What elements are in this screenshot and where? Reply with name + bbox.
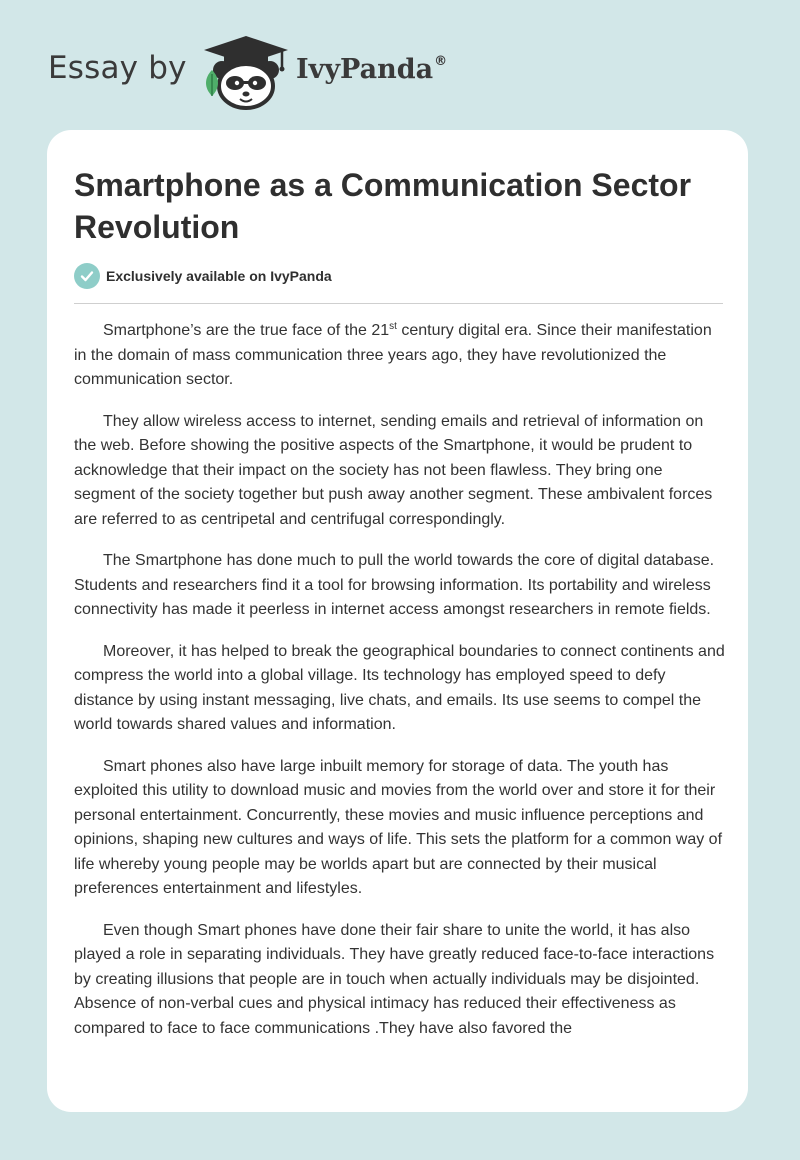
essay-title: Smartphone as a Communication Sector Revolution bbox=[74, 167, 692, 245]
panda-logo-icon[interactable] bbox=[198, 34, 294, 110]
paragraph: They allow wireless access to internet, sending emails and retrieval of information on the web. Before showing the positive aspects of the Smartphone, it would be prudent to acknowledge that their impact on the society has not been flawless. They bring one segment of the society together but push away another segment. These ambivalent forces are referred to as centripetal and centrifugal correspondingly. bbox=[74, 412, 713, 528]
brand-name[interactable] bbox=[296, 54, 447, 85]
site-header bbox=[0, 0, 800, 130]
paragraph: The Smartphone has done much to pull the world towards the core of digital database. Students and researchers find it a tool for browsing information. Its portability and wireless connectivity has made it peerless in internet access amongst researchers in remote fields. bbox=[74, 552, 715, 618]
essay-card bbox=[47, 130, 748, 1112]
checkmark-icon bbox=[74, 263, 100, 289]
paragraph: Even though Smart phones have done their fair share to unite the world, it has also played a role in separating individuals. They have greatly reduced face-to-face interactions by creating illusions that people are in touch when actually individuals may be disjointed. Absence of non-verbal cues and physical intimacy has reduced their effectiveness as compared to face to face communications .They have also favored the bbox=[74, 921, 715, 1037]
exclusive-badge bbox=[74, 263, 332, 289]
ordinal-suffix: st bbox=[389, 321, 397, 332]
essay-body bbox=[74, 319, 726, 1058]
paragraph-text: century digital era. Since their manifestation in the domain of mass communication three years ago, they have revolutionized the communication sector. bbox=[74, 322, 712, 388]
brand-text: IvyPanda bbox=[296, 54, 434, 85]
paragraph: Moreover, it has helped to break the geographical boundaries to connect continents and compress the world into a global village. Its technology has employed speed to defy distance by using instant messaging, live chats, and emails. Its use seems to compel the world towards shared values and information. bbox=[74, 642, 725, 733]
paragraph: Smart phones also have large inbuilt memory for storage of data. The youth has exploited this utility to download music and movies from the world over and store it for their personal entertainment. Concurrently, these movies and music influence perceptions and opinions, shaping new cultures and ways of life. This sets the platform for a common way of life whereby young people may be worlds apart but are connected by their musical preferences entertainment and lifestyles. bbox=[74, 757, 723, 897]
paragraph bbox=[74, 319, 726, 393]
paragraph-text: Smartphone’s are the true face of the 21 bbox=[103, 322, 390, 339]
essay-by-label: Essay by bbox=[48, 50, 187, 86]
divider bbox=[74, 303, 723, 304]
exclusive-label: Exclusively available on IvyPanda bbox=[106, 268, 332, 284]
leaf-icon bbox=[202, 68, 222, 98]
registered-mark: ® bbox=[434, 54, 448, 69]
